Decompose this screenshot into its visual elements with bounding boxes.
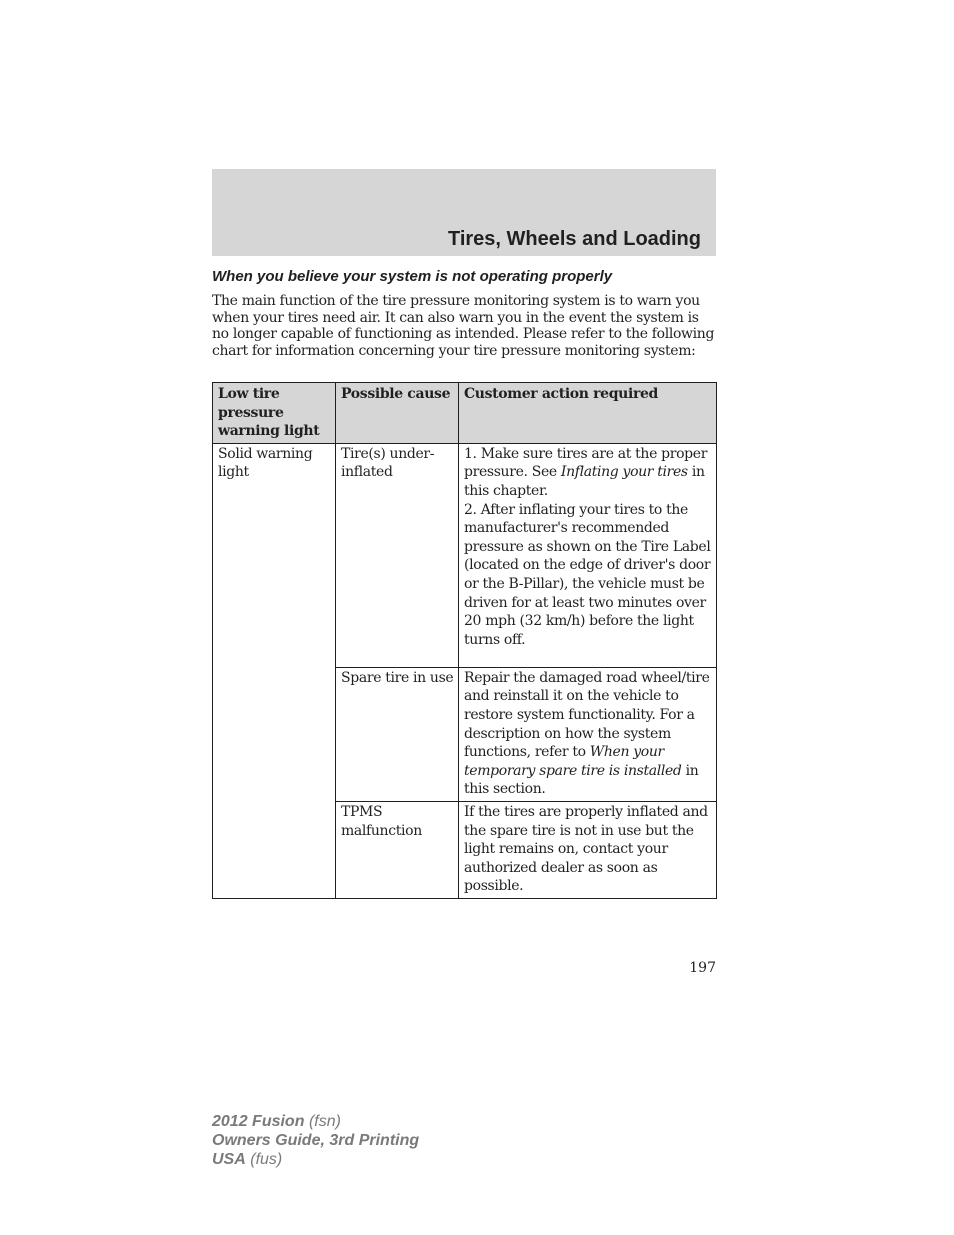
cause-cell: Spare tire in use: [336, 667, 459, 801]
table-row: [213, 443, 717, 667]
table-header-row: [213, 383, 717, 444]
footer-model-code: (fsn): [308, 1113, 341, 1130]
footer-line-guide: [212, 1131, 419, 1150]
chapter-header-band: [212, 169, 716, 256]
action-text: in this section.: [464, 762, 699, 798]
intro-paragraph: The main function of the tire pressure monitoring system is to warn you when your tires need air. It can also warn you in the event the system is no longer capable of functioning as intended. Please refer to the following chart for information concerning your tire pressure monitoring system:: [212, 293, 715, 359]
action-cell: If the tires are properly inflated and the spare tire is not in use but the light remains on, contact your authorized dealer as soon as possible.: [459, 801, 717, 898]
header-customer-action: Customer action required: [459, 383, 717, 444]
section-heading: When you believe your system is not operating properly: [212, 268, 613, 285]
cross-reference: When your temporary spare tire is installed: [464, 744, 682, 779]
action-text: Repair the damaged road wheel/tire and reinstall it on the vehicle to restore system functionality. For a description on how the system functions, refer to: [464, 669, 710, 761]
cause-cell: Tire(s) under-inflated: [336, 443, 459, 667]
footer-market: USA: [212, 1151, 246, 1168]
footer-line-model: [212, 1112, 419, 1131]
cross-reference: Inflating your tires: [560, 464, 688, 481]
action-text: in this chapter.: [464, 464, 705, 499]
header-warning-light: Low tire pressure warning light: [213, 383, 336, 444]
warning-light-cell: Solid warning light: [213, 443, 336, 898]
page-number: 197: [689, 960, 716, 976]
tpms-chart-table: [212, 382, 717, 899]
action-cell: [459, 443, 717, 667]
chapter-title: Tires, Wheels and Loading: [447, 228, 701, 250]
action-cell: [459, 667, 717, 801]
footer-line-market: [212, 1150, 419, 1169]
footer-model: 2012 Fusion: [212, 1113, 305, 1130]
header-possible-cause: Possible cause: [336, 383, 459, 444]
footer-market-code: (fus): [250, 1151, 283, 1168]
footer-guide: Owners Guide, 3rd Printing: [212, 1132, 420, 1149]
document-footer: [212, 1112, 419, 1169]
cause-cell: TPMS malfunction: [336, 801, 459, 898]
action-text: 1. Make sure tires are at the proper pressure. See: [464, 445, 708, 481]
action-text: 2. After inflating your tires to the manufacturer's recommended pressure as shown on the Tire Label (located on the edge of driver's door or the B-Pillar), the vehicle must be driven for at least two minutes over 20 mph (32 km/h) before the light turns off.: [464, 501, 711, 648]
